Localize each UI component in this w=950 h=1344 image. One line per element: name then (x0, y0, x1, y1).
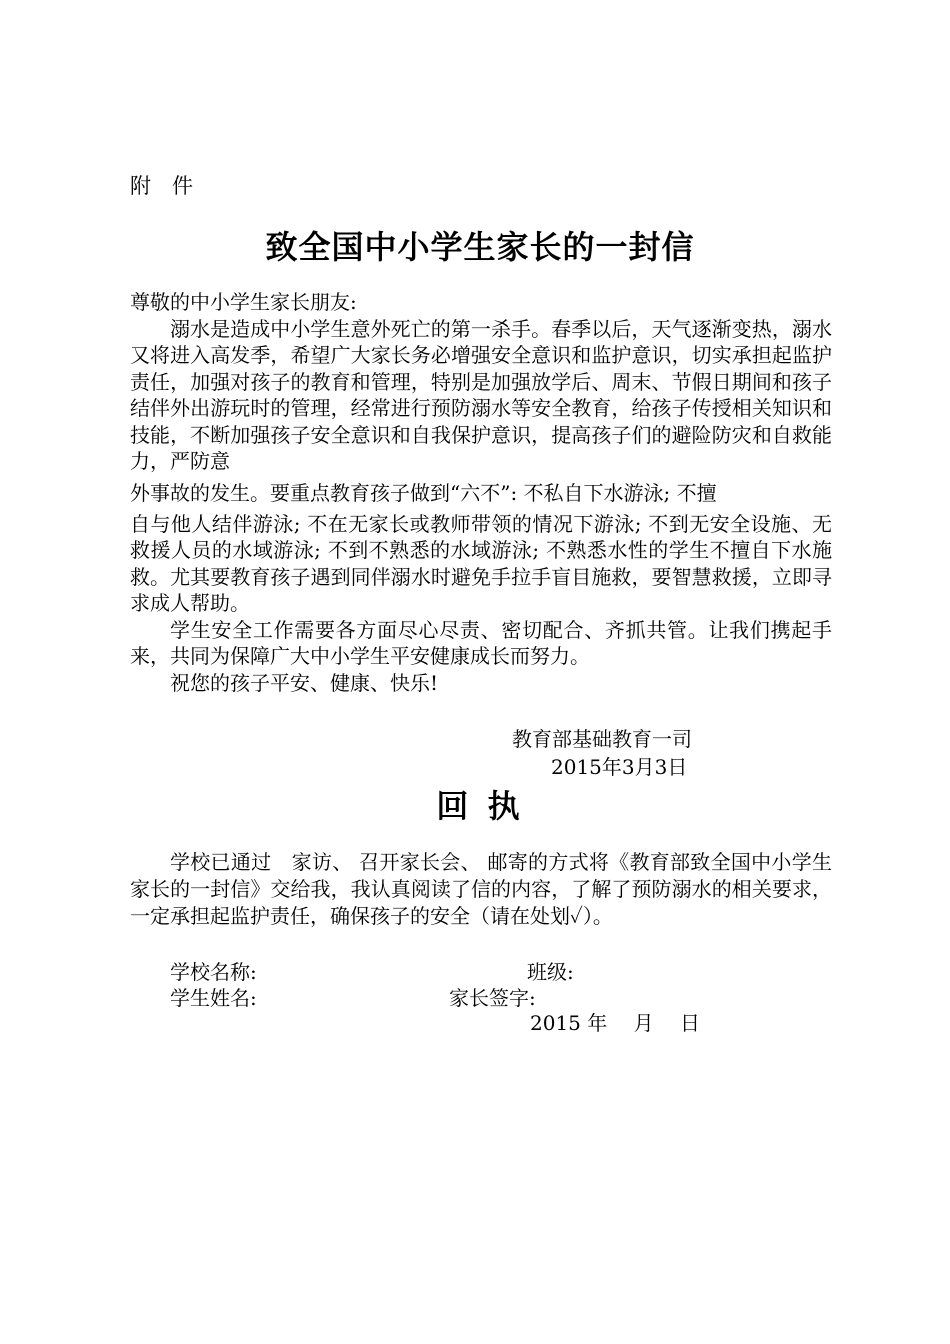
signature-org: 教育部基础教育一司 (512, 727, 692, 751)
paragraph-1-part-c: 自与他人结伴游泳; 不在无家长或教师带领的情况下游泳; 不到无安全设施、无救援人员的水域游泳; 不到不熟悉的水域游泳; 不熟悉水性的学生不擅自下水施救。尤其要教育孩子遇到同伴溺水时避免手拉手盲目施救，要智慧救援，立即寻求成人帮助。 (130, 511, 832, 615)
student-name-label: 学生姓名: (170, 986, 257, 1010)
receipt-body (130, 849, 832, 930)
paragraph-1-part-a: 溺水是造成中小学生意外死亡的第一杀手。春季以后，天气逐渐变热，溺水又将进入高发季，希望广大家长务必增强安全意识和监护意识，切实承担起监护责任，加强对孩子的教育和管理，特别是加强放学后、周末、节假日期间和孩子结伴外出游玩时的管理，经常进行预防溺水等安全教育，给孩子传授相关知识和技能，不断加强孩子安全意识和自我保护意识，提高孩子们的避险防灾和自救能力，严防意 (130, 316, 832, 473)
class-label: 班级: (527, 960, 574, 984)
letter-title: 致全国中小学生家长的一封信 (265, 228, 695, 266)
receipt-paragraph: 学校已通过 家访、 召开家长会、 邮寄的方式将《教育部致全国中小学生家长的一封信》交给我，我认真阅读了信的内容，了解了预防溺水的相关要求，一定承担起监护责任，确保孩子的安全（请在处划✓）。 (130, 850, 832, 928)
parent-signature-label: 家长签字: (449, 986, 536, 1010)
paragraph-2: 学生安全工作需要各方面尽心尽责、密切配合、齐抓共管。让我们携起手来，共同为保障广大中小学生平安健康成长而努力。 (130, 617, 832, 668)
paragraph-1-part-b: 外事故的发生。要重点教育孩子做到“六不”: 不私自下水游泳; 不擅 (130, 480, 717, 505)
letter-body (130, 289, 832, 696)
signature-date: 2015年3月3日 (551, 755, 688, 779)
receipt-title: 回 执 (436, 787, 524, 825)
closing: 祝您的孩子平安、健康、快乐! (170, 670, 439, 695)
receipt-date-line: 2015 年 月 日 (530, 1011, 700, 1035)
salutation: 尊敬的中小学生家长朋友: (130, 290, 357, 314)
school-name-label: 学校名称: (170, 960, 257, 984)
attachment-label: 附 件 (130, 174, 193, 198)
